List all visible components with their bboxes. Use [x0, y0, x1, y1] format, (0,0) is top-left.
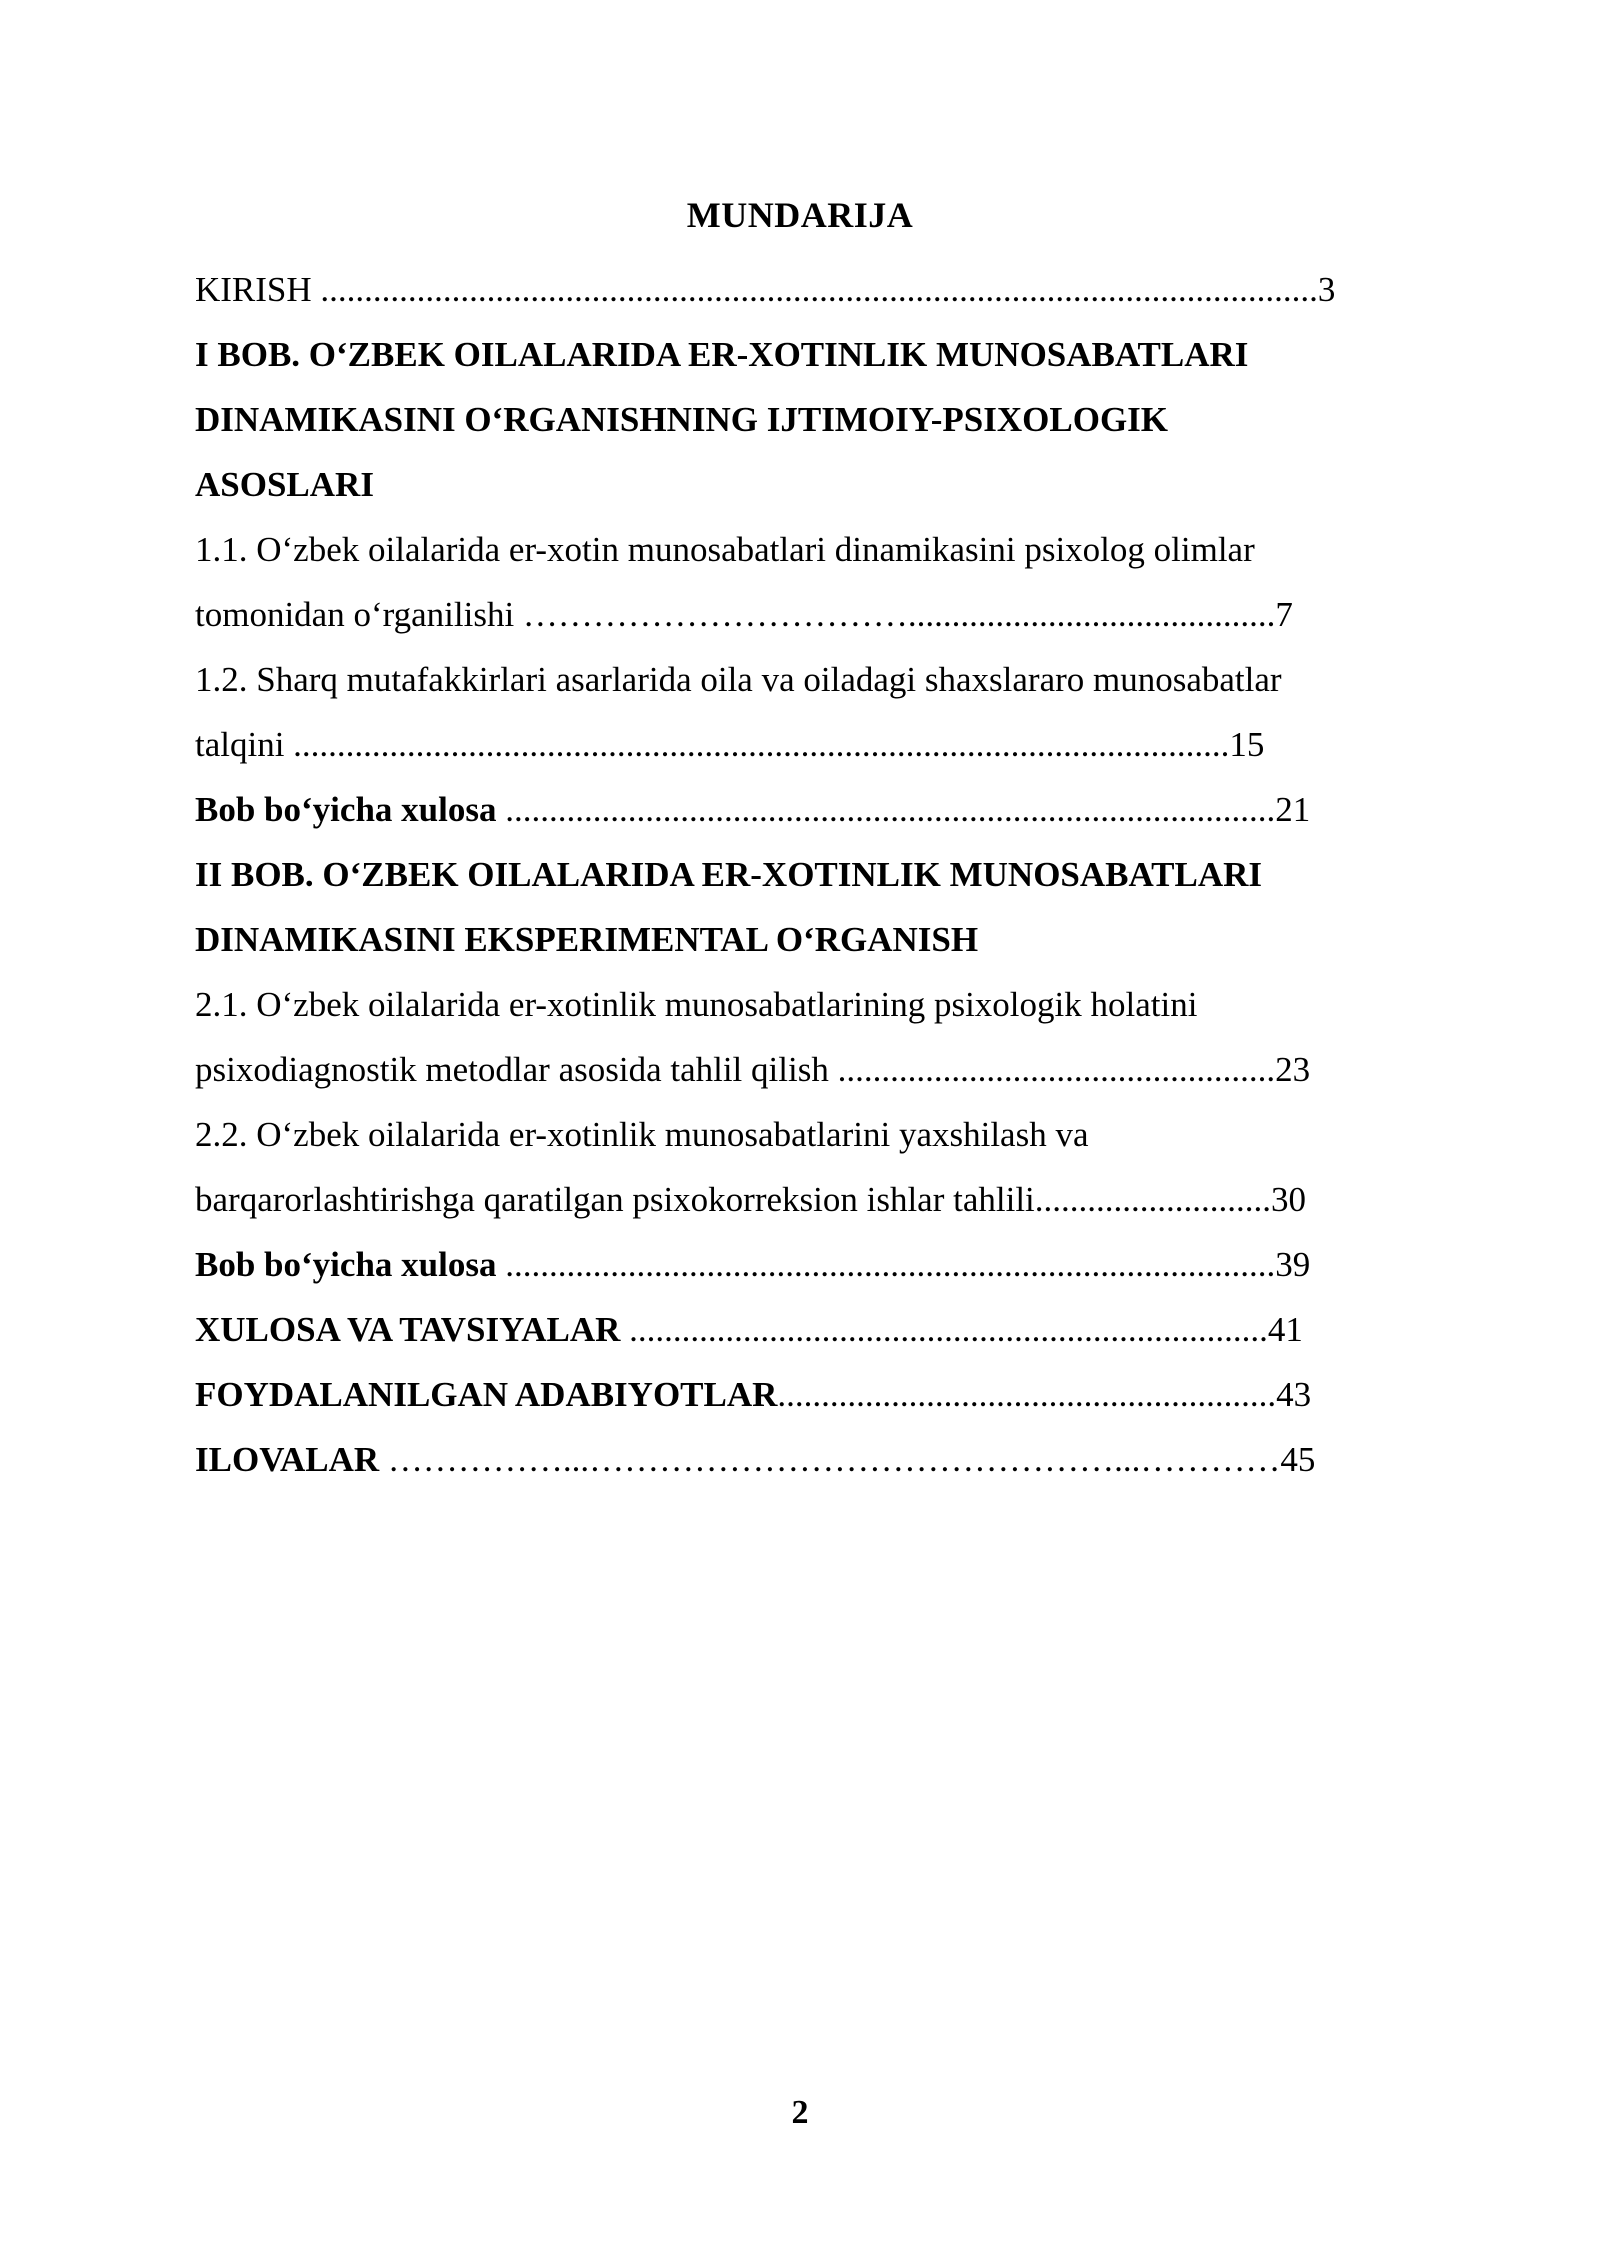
- page-number: 2: [791, 2094, 809, 2131]
- toc-section-2-1-line-1: 2.1. O‘zbek oilalarida er-xotinlik munosabatlarining psixologik holatini: [195, 985, 1198, 1024]
- table-of-contents: [195, 257, 1407, 1492]
- toc-entry-kirish: KIRISH ..................................................................................................................3: [195, 270, 1336, 309]
- toc-chapter-2-title-line-2: DINAMIKASINI EKSPERIMENTAL O‘RGANISH: [195, 920, 979, 959]
- toc-chapter-2-conclusion: [195, 1232, 1407, 1297]
- toc-section-2-1-line-2: psixodiagnostik metodlar asosida tahlil qilish ..................................................23: [195, 1050, 1311, 1089]
- toc-section-1-1-line-1: 1.1. O‘zbek oilalarida er-xotin munosabatlari dinamikasini psixolog olimlar: [195, 530, 1255, 569]
- toc-entry-references-label: FOYDALANILGAN ADABIYOTLAR: [195, 1375, 778, 1414]
- toc-entry-appendices-leader: ……………...………………………………………...…………45: [379, 1440, 1316, 1479]
- toc-section-2-2-line-1: 2.2. O‘zbek oilalarida er-xotinlik munosabatlarini yaxshilash va: [195, 1115, 1089, 1154]
- toc-section-1-2-line-1: 1.2. Sharq mutafakkirlari asarlarida oila va oiladagi shaxslararo munosabatlar: [195, 660, 1282, 699]
- toc-chapter-1-conclusion-label: Bob bo‘yicha xulosa: [195, 790, 497, 829]
- document-title: MUNDARIJA: [686, 195, 914, 235]
- toc-chapter-1-conclusion-leader: ........................................................................................21: [496, 790, 1311, 829]
- toc-chapter-2-conclusion-label: Bob bo‘yicha xulosa: [195, 1245, 497, 1284]
- toc-entry-appendices-label: ILOVALAR: [195, 1440, 380, 1479]
- toc-chapter-1-title-line-3: ASOSLARI: [195, 465, 374, 504]
- toc-chapter-1-title-line-2: DINAMIKASINI O‘RGANISHNING IJTIMOIY-PSIXOLOGIK: [195, 400, 1169, 439]
- toc-chapter-1-conclusion: [195, 777, 1407, 842]
- toc-chapter-2-conclusion-leader: ........................................................................................39: [496, 1245, 1311, 1284]
- toc-entry-conclusions-label: XULOSA VA TAVSIYALAR: [195, 1310, 621, 1349]
- toc-entry-appendices: [195, 1427, 1407, 1492]
- toc-entry-references: [195, 1362, 1407, 1427]
- toc-entry-conclusions-leader: .........................................................................41: [620, 1310, 1303, 1349]
- toc-entry-references-leader: .........................................................43: [777, 1375, 1312, 1414]
- toc-entry-conclusions: [195, 1297, 1407, 1362]
- toc-section-1-1-line-2: tomonidan o‘rganilishi ……………………………..........................................7: [195, 595, 1293, 634]
- toc-section-2-2-line-2: barqarorlashtirishga qaratilgan psixokorreksion ishlar tahlili...........................30: [195, 1180, 1307, 1219]
- toc-chapter-2-title-line-1: II BOB. O‘ZBEK OILALARIDA ER-XOTINLIK MUNOSABATLARI: [195, 855, 1263, 894]
- toc-section-1-2-line-2: talqini ...........................................................................................................15: [195, 725, 1265, 764]
- toc-chapter-1-title-line-1: I BOB. O‘ZBEK OILALARIDA ER-XOTINLIK MUNOSABATLARI: [195, 335, 1249, 374]
